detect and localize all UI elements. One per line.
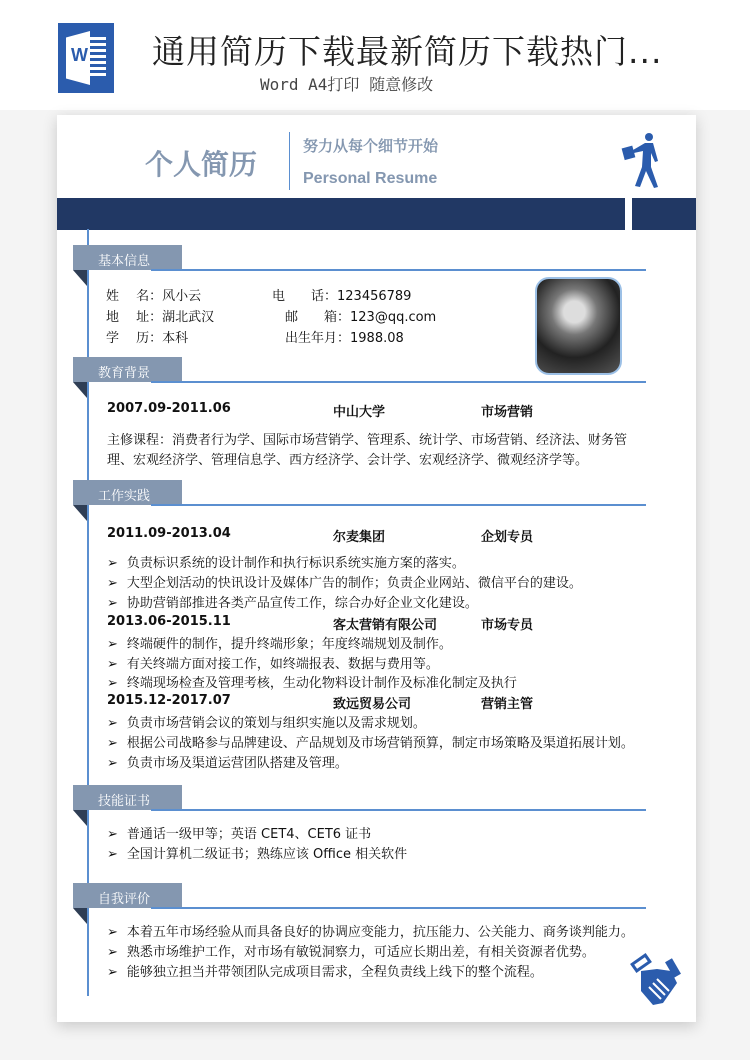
handshake-icon bbox=[627, 953, 689, 1009]
section-line bbox=[151, 809, 646, 811]
job-company: 尔麦集团 bbox=[333, 530, 386, 545]
section-tab-skills: 技能证书 bbox=[73, 785, 182, 810]
divider bbox=[289, 132, 290, 190]
list-item: ➢ 全国计算机二级证书；熟练应该 Office 相关软件 bbox=[107, 843, 407, 862]
section-line bbox=[151, 269, 646, 271]
section-tab-education: 教育背景 bbox=[73, 357, 182, 382]
tab-corner bbox=[73, 810, 87, 826]
name-field: 姓 名：风小云 bbox=[106, 289, 202, 304]
job-date: 2015.12-2017.07 bbox=[107, 693, 231, 708]
section-tab-self: 自我评价 bbox=[73, 883, 182, 908]
phone-field: 电 话：123456789 bbox=[272, 289, 412, 304]
list-item: ➢ 负责市场及渠道运营团队搭建及管理。 bbox=[107, 752, 348, 771]
tab-corner bbox=[73, 382, 87, 398]
edu-major: 市场营销 bbox=[481, 405, 534, 420]
degree-field: 学 历：本科 bbox=[106, 331, 189, 346]
list-item: ➢ 终端硬件的制作，提升终端形象；年度终端规划及制作。 bbox=[107, 633, 452, 652]
job-date: 2011.09-2013.04 bbox=[107, 526, 231, 541]
list-item: ➢ 本着五年市场经验从而具备良好的协调应变能力，抗压能力、公关能力、商务谈判能力。 bbox=[107, 921, 634, 940]
timeline-line bbox=[87, 229, 89, 996]
resume-page bbox=[57, 115, 696, 1022]
header-band bbox=[57, 198, 625, 230]
birth-field: 出生年月：1988.08 bbox=[285, 331, 404, 346]
section-line bbox=[151, 381, 646, 383]
list-item: ➢ 终端现场检查及管理考核，生动化物料设计制作及标准化制定及执行 bbox=[107, 672, 517, 691]
slogan-en: Personal Resume bbox=[303, 170, 438, 187]
job-date: 2013.06-2015.11 bbox=[107, 614, 231, 629]
word-icon: W bbox=[58, 23, 114, 93]
email-field: 邮 箱：123@qq.com bbox=[285, 310, 437, 325]
walking-man-icon bbox=[620, 131, 670, 191]
list-item: ➢ 协助营销部推进各类产品宣传工作，综合办好企业文化建设。 bbox=[107, 592, 478, 611]
list-item: ➢ 根据公司战略参与品牌建设、产品规划及市场营销预算，制定市场策略及渠道拓展计划。 bbox=[107, 732, 634, 751]
list-item: ➢ 有关终端方面对接工作，如终端报表、数据与费用等。 bbox=[107, 653, 439, 672]
list-item: ➢ 负责市场营销会议的策划与组织实施以及需求规划。 bbox=[107, 712, 426, 731]
job-role: 营销主管 bbox=[481, 697, 534, 712]
document-subtitle: Word A4打印 随意修改 bbox=[260, 75, 434, 94]
edu-date: 2007.09-2011.06 bbox=[107, 401, 231, 416]
job-role: 市场专员 bbox=[481, 618, 534, 633]
list-item: ➢ 能够独立担当并带领团队完成项目需求，全程负责线上线下的整个流程。 bbox=[107, 961, 543, 980]
section-line bbox=[151, 504, 646, 506]
job-company: 客太营销有限公司 bbox=[333, 618, 438, 633]
tab-corner bbox=[73, 908, 87, 924]
header-band-end bbox=[632, 198, 696, 230]
list-item: ➢ 负责标识系统的设计制作和执行标识系统实施方案的落实。 bbox=[107, 552, 465, 571]
edu-courses-cont: 理、宏观经济学、管理信息学、西方经济学、会计学、宏观经济学、微观经济学等。 bbox=[107, 453, 589, 468]
job-role: 企划专员 bbox=[481, 530, 534, 545]
profile-photo bbox=[535, 277, 622, 375]
list-item: ➢ 普通话一级甲等；英语 CET4、CET6 证书 bbox=[107, 823, 371, 842]
tab-corner bbox=[73, 270, 87, 286]
job-company: 致远贸易公司 bbox=[333, 697, 412, 712]
section-tab-basic: 基本信息 bbox=[73, 245, 182, 270]
list-item: ➢ 熟悉市场维护工作，对市场有敏锐洞察力，可适应长期出差，有相关资源者优势。 bbox=[107, 941, 595, 960]
edu-school: 中山大学 bbox=[333, 405, 386, 420]
address-field: 地 址：湖北武汉 bbox=[106, 310, 215, 325]
section-line bbox=[151, 907, 646, 909]
list-item: ➢ 大型企划活动的快讯设计及媒体广告的制作；负责企业网站、微信平台的建设。 bbox=[107, 572, 582, 591]
preview-header bbox=[0, 0, 750, 110]
edu-courses: 主修课程：消费者行为学、国际市场营销学、管理系、统计学、市场营销、经济法、财务管 bbox=[107, 433, 628, 448]
section-tab-work: 工作实践 bbox=[73, 480, 182, 505]
document-title: 通用简历下载最新简历下载热门... bbox=[152, 32, 663, 71]
tab-corner bbox=[73, 505, 87, 521]
resume-title: 个人简历 bbox=[145, 148, 258, 181]
slogan: 努力从每个细节开始 bbox=[303, 137, 439, 155]
